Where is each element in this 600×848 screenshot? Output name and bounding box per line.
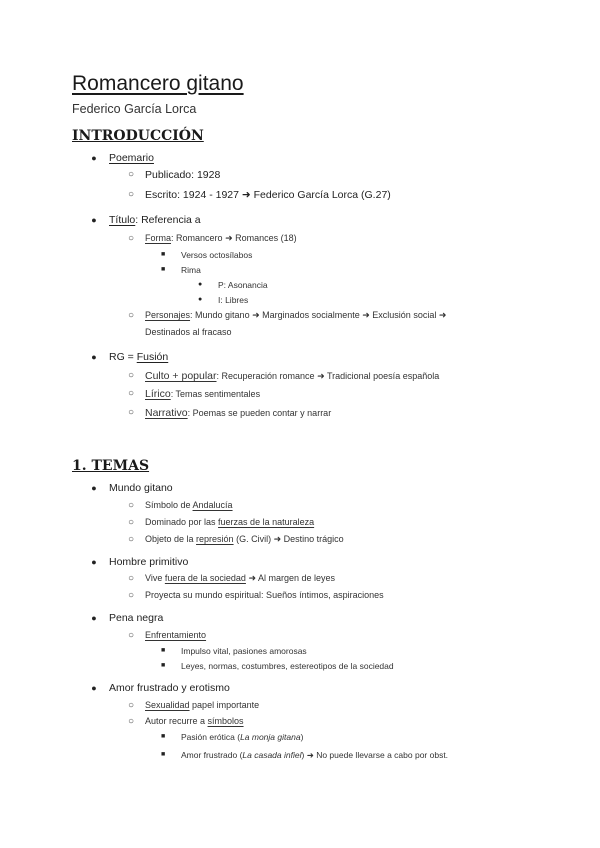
list-item-culto: Culto + popular: Recuperación romance ➜ Tradicional poesía española (145, 370, 440, 382)
arrow-right-icon: ➜ (225, 233, 233, 243)
disc-bullet-icon: ● (91, 215, 97, 225)
circle-bullet-icon: ○ (127, 716, 135, 727)
arrow-right-icon: ➜ (362, 310, 370, 320)
list-item-impulso: Impulso vital, pasiones amorosas (181, 646, 307, 656)
list-item-lirico: Lírico: Temas sentimentales (145, 388, 261, 400)
circle-bullet-icon: ○ (127, 388, 135, 399)
intro-heading: INTRODUCCIÓN (72, 128, 204, 144)
list-item-pasion: Pasión erótica (La monja gitana) (181, 732, 304, 742)
circle-bullet-icon: ○ (127, 233, 135, 244)
list-item-personajes: Personajes: Mundo gitano ➜ Marginados socialmente ➜ Exclusión social ➜ (145, 310, 447, 320)
list-item-enfrentamiento: Enfrentamiento (145, 630, 207, 640)
list-item-rima: Rima (181, 265, 201, 275)
disc-bullet-icon: ● (91, 153, 97, 163)
arrow-right-icon: ➜ (438, 310, 447, 320)
circle-bullet-icon: ○ (127, 370, 135, 381)
arrow-right-icon: ➜ (248, 573, 256, 583)
list-item-leyes: Leyes, normas, costumbres, estereotipos de la sociedad (181, 661, 394, 671)
circle-bullet-icon: ○ (127, 169, 135, 180)
list-item-dominado: Dominado por las fuerzas de la naturaleza (145, 517, 315, 527)
square-bullet-icon: ■ (161, 751, 166, 758)
document-author: Federico García Lorca (72, 102, 197, 116)
circle-bullet-icon: ○ (127, 590, 135, 601)
list-item-amor-casada: Amor frustrado (La casada infiel) ➜ No puede llevarse a cabo por obst. (181, 750, 449, 760)
list-item-hombre-primitivo: Hombre primitivo (109, 556, 189, 568)
circle-bullet-icon: ○ (127, 700, 135, 711)
disc-bullet-icon: ● (91, 483, 97, 493)
list-item-autor-recurre: Autor recurre a símbolos (145, 716, 244, 726)
list-item-publicado: Publicado: 1928 (145, 169, 221, 181)
circle-bullet-icon: ○ (127, 630, 135, 641)
list-item-sexualidad: Sexualidad papel importante (145, 700, 260, 710)
list-item-versos: Versos octosílabos (181, 250, 253, 260)
square-bullet-icon: ■ (161, 251, 166, 258)
list-item-rima-i: I: Libres (218, 295, 249, 305)
list-item-vive: Vive fuera de la sociedad ➜ Al margen de leyes (145, 573, 336, 583)
disc-bullet-icon: ● (198, 281, 203, 288)
square-bullet-icon: ■ (161, 266, 166, 273)
list-item-escrito: Escrito: 1924 - 1927 ➜ Federico García Lorca (G.27) (145, 189, 391, 201)
disc-bullet-icon: ● (91, 613, 97, 623)
document-title: Romancero gitano (72, 72, 244, 95)
list-item-objeto: Objeto de la represión (G. Civil) ➜ Destino trágico (145, 534, 344, 544)
list-item-personajes-cont: Destinados al fracaso (145, 327, 232, 337)
circle-bullet-icon: ○ (127, 407, 135, 418)
circle-bullet-icon: ○ (127, 573, 135, 584)
square-bullet-icon: ■ (161, 647, 166, 654)
list-item-rg: RG = Fusión (109, 351, 169, 363)
circle-bullet-icon: ○ (127, 500, 135, 511)
circle-bullet-icon: ○ (127, 189, 135, 200)
list-item-pena-negra: Pena negra (109, 612, 164, 624)
arrow-right-icon: ➜ (317, 371, 325, 381)
square-bullet-icon: ■ (161, 733, 166, 740)
square-bullet-icon: ■ (161, 662, 166, 669)
disc-bullet-icon: ● (198, 296, 203, 303)
list-item-proyecta: Proyecta su mundo espiritual: Sueños íntimos, aspiraciones (145, 590, 384, 600)
disc-bullet-icon: ● (91, 352, 97, 362)
list-item-mundo-gitano: Mundo gitano (109, 482, 173, 494)
circle-bullet-icon: ○ (127, 310, 135, 321)
list-item-narrativo: Narrativo: Poemas se pueden contar y narrar (145, 407, 332, 419)
list-item-rima-p: P: Asonancia (218, 280, 268, 290)
disc-bullet-icon: ● (91, 557, 97, 567)
arrow-right-icon: ➜ (273, 534, 282, 544)
circle-bullet-icon: ○ (127, 534, 135, 545)
circle-bullet-icon: ○ (127, 517, 135, 528)
list-item-titulo: Título: Referencia a (109, 214, 201, 226)
disc-bullet-icon: ● (91, 683, 97, 693)
arrow-right-icon: ➜ (306, 750, 314, 760)
list-item-forma: Forma: Romancero ➜ Romances (18) (145, 233, 297, 243)
arrow-right-icon: ➜ (241, 189, 251, 201)
arrow-right-icon: ➜ (252, 310, 260, 320)
list-item-poemario: Poemario (109, 152, 154, 164)
list-item-amor-frustrado: Amor frustrado y erotismo (109, 682, 230, 694)
list-item-simbolo: Símbolo de Andalucía (145, 500, 233, 510)
temas-heading: 1. TEMAS (72, 458, 150, 474)
